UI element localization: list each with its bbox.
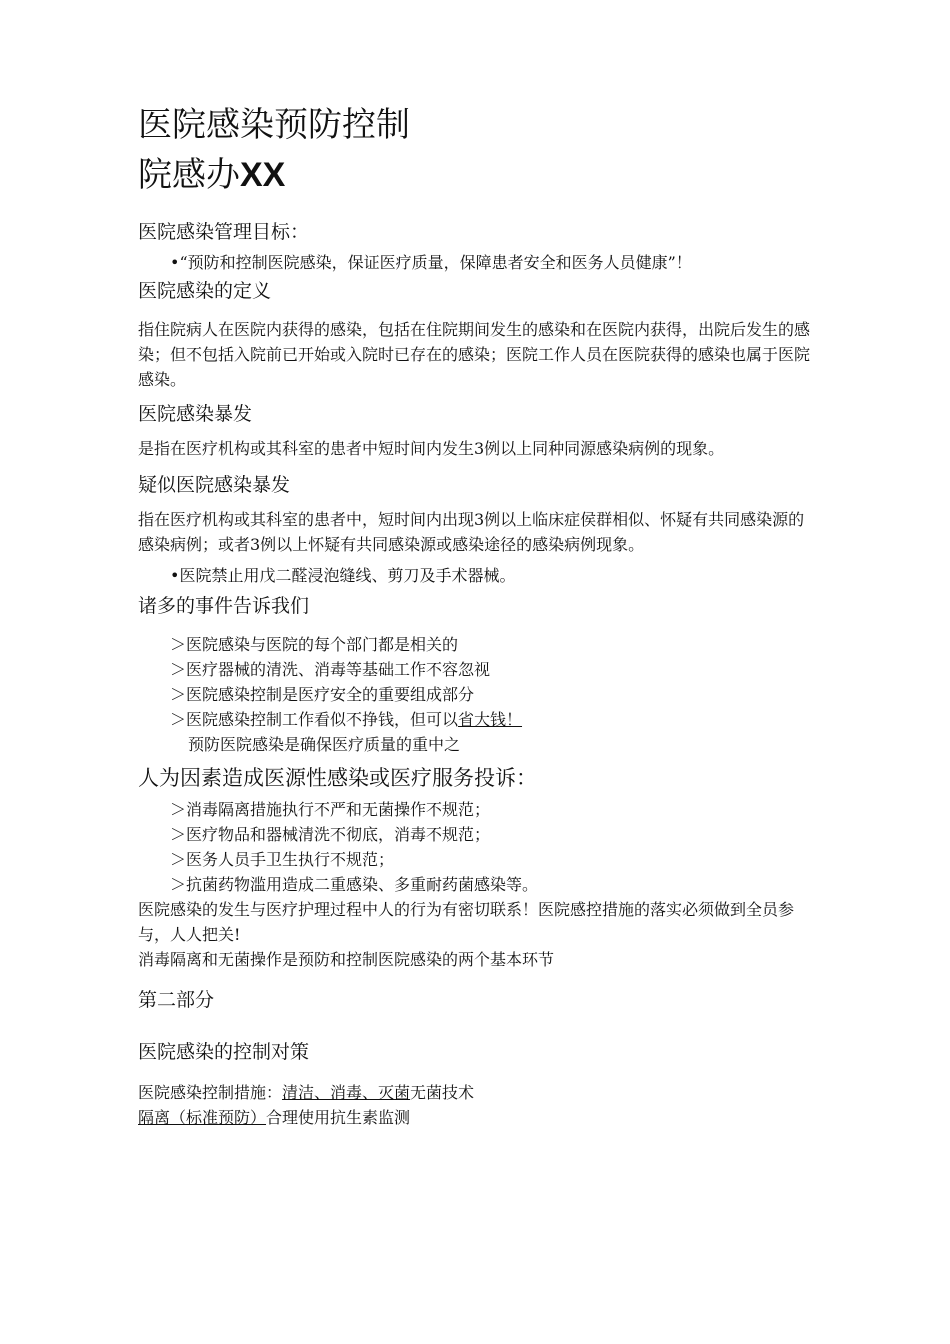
title-dept: 院感办 bbox=[138, 155, 240, 195]
control-measures-suffix: 无菌技术 bbox=[410, 1083, 475, 1102]
events-item: ＞医院感染控制是医疗安全的重要组成部分 bbox=[170, 685, 475, 704]
suspected-outbreak-text: 指在医疗机构或其科室的患者中，短时间内出现3例以上临床症侯群相似、怀疑有共同感染源的感染病例；或者3例以上怀疑有共同感染源或感染途径的感染病例现象。 bbox=[138, 510, 805, 554]
human-factor-item: ＞医务人员手卫生执行不规范； bbox=[170, 850, 395, 869]
events-item: ＞医疗器械的清洗、消毒等基础工作不容忽视 bbox=[170, 660, 491, 679]
isolation-suffix: 合理使用抗生素监测 bbox=[266, 1108, 411, 1127]
control-strategy-heading: 医院感染的控制对策 bbox=[138, 1041, 310, 1063]
human-factors-heading: 人为因素造成医源性感染或医疗服务投诉： bbox=[138, 766, 537, 790]
title-line-1: 医院感染预防控制 bbox=[138, 105, 410, 145]
definition-text: 指住院病人在医院内获得的感染，包括在住院期间发生的感染和在医院内获得，出院后发生的感染；但不包括入院前已开始或入院时已存在的感染；医院工作人员在医院获得的感染也属于医院感染。 bbox=[138, 320, 811, 389]
isolation-link: 隔离（标准预防） bbox=[138, 1108, 267, 1127]
events-heading: 诸多的事件告诉我们 bbox=[138, 595, 310, 617]
outbreak-text: 是指在医疗机构或其科室的患者中短时间内发生3例以上同种同源感染病例的现象。 bbox=[138, 439, 725, 458]
control-measures-line bbox=[138, 1080, 818, 1105]
human-factor-item: ＞医疗物品和器械清洗不彻底，消毒不规范； bbox=[170, 825, 491, 844]
title-line-2 bbox=[138, 150, 818, 200]
human-factor-item: ＞消毒隔离措施执行不严和无菌操作不规范； bbox=[170, 800, 491, 819]
events-list bbox=[138, 632, 818, 757]
events-item bbox=[138, 707, 818, 732]
title-name: XX bbox=[240, 156, 286, 194]
part-two-heading: 第二部分 bbox=[138, 989, 215, 1011]
human-factors-list bbox=[138, 797, 818, 897]
relation-text: 医院感染的发生与医疗护理过程中人的行为有密切联系！医院感控措施的落实必须做到全员参与，人人把关! bbox=[138, 900, 795, 944]
events-item-4-emphasis: 省大钱！ bbox=[458, 710, 523, 729]
outbreak-heading: 医院感染暴发 bbox=[138, 403, 253, 425]
events-sub-text: 预防医院感染是确保医疗质量的重中之 bbox=[188, 735, 461, 754]
document-title bbox=[138, 100, 818, 200]
ban-bullet: •医院禁止用戊二醛浸泡缝线、剪刀及手术器械。 bbox=[170, 566, 516, 585]
events-item: ＞医院感染与医院的每个部门都是相关的 bbox=[170, 635, 459, 654]
goal-bullet: •“预防和控制医院感染，保证医疗质量，保障患者安全和医务人员健康”！ bbox=[170, 253, 692, 272]
control-measures-label: 医院感染控制措施： bbox=[138, 1083, 283, 1102]
definition-heading: 医院感染的定义 bbox=[138, 280, 272, 302]
document-page bbox=[138, 100, 818, 1130]
human-factor-item: ＞抗菌药物滥用造成二重感染、多重耐药菌感染等。 bbox=[170, 875, 539, 894]
control-measures-link: 清洁、消毒、灭菌 bbox=[282, 1083, 411, 1102]
events-item-4-text: ＞医院感染控制工作看似不挣钱，但可以 bbox=[170, 710, 459, 729]
isolation-line bbox=[138, 1105, 818, 1130]
suspected-outbreak-heading: 疑似医院感染暴发 bbox=[138, 474, 291, 496]
goal-heading: 医院感染管理目标： bbox=[138, 221, 310, 243]
basic-links-text: 消毒隔离和无菌操作是预防和控制医院感染的两个基本环节 bbox=[138, 950, 555, 969]
